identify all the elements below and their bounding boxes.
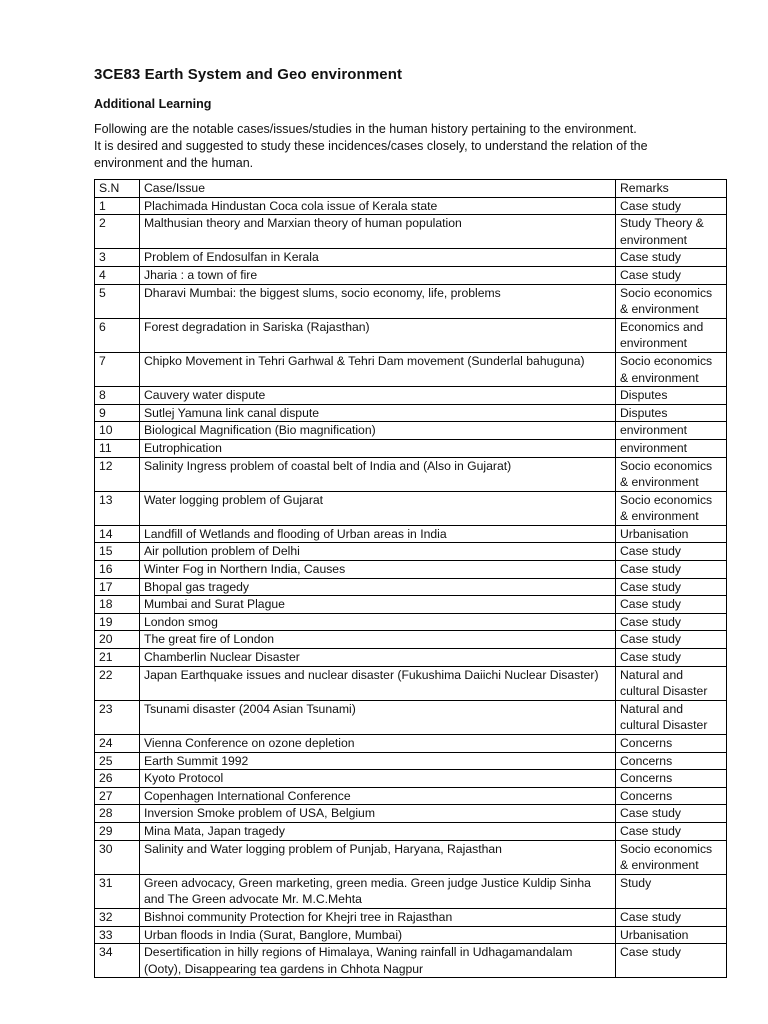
cell-sn: 19 [95,613,140,631]
cell-sn: 20 [95,631,140,649]
cell-case: Landfill of Wetlands and flooding of Urban areas in India [140,525,616,543]
cell-sn: 11 [95,439,140,457]
cell-case: Air pollution problem of Delhi [140,543,616,561]
cell-case: Chamberlin Nuclear Disaster [140,649,616,667]
cell-remarks: Case study [616,613,727,631]
table-row [95,249,727,267]
table-row [95,266,727,284]
table-row [95,752,727,770]
cell-sn: 5 [95,284,140,318]
cell-remarks: environment [616,422,727,440]
table-row [95,561,727,579]
cell-sn: 31 [95,874,140,908]
cell-remarks: Case study [616,266,727,284]
cell-case: Urban floods in India (Surat, Banglore, Mumbai) [140,926,616,944]
cell-sn: 10 [95,422,140,440]
table-body [95,197,727,978]
cell-sn: 28 [95,805,140,823]
cell-sn: 25 [95,752,140,770]
table-row [95,197,727,215]
document-page [94,66,726,978]
cell-case: Tsunami disaster (2004 Asian Tsunami) [140,700,616,734]
table-row [95,840,727,874]
table-row [95,735,727,753]
cell-sn: 21 [95,649,140,667]
cell-remarks: Case study [616,596,727,614]
cell-case: Chipko Movement in Tehri Garhwal & Tehri Dam movement (Sunderlal bahuguna) [140,352,616,386]
cell-remarks: Study Theory & environment [616,215,727,249]
cell-remarks: Natural and cultural Disaster [616,700,727,734]
cell-remarks: Case study [616,944,727,978]
table-row [95,822,727,840]
cell-sn: 12 [95,457,140,491]
cell-remarks: Case study [616,649,727,667]
cell-remarks: Disputes [616,387,727,405]
cell-sn: 8 [95,387,140,405]
table-row [95,649,727,667]
table-row [95,387,727,405]
cell-remarks: Urbanisation [616,926,727,944]
cell-case: Plachimada Hindustan Coca cola issue of Kerala state [140,197,616,215]
cell-remarks: Concerns [616,752,727,770]
table-row [95,926,727,944]
cell-remarks: Economics and environment [616,318,727,352]
cell-sn: 23 [95,700,140,734]
cell-sn: 16 [95,561,140,579]
cell-sn: 3 [95,249,140,267]
cell-remarks: Case study [616,805,727,823]
table-row [95,666,727,700]
table-row [95,631,727,649]
cell-remarks: Socio economics & environment [616,840,727,874]
cell-case: Sutlej Yamuna link canal dispute [140,404,616,422]
cell-remarks: Urbanisation [616,525,727,543]
cell-case: Problem of Endosulfan in Kerala [140,249,616,267]
cell-case: Cauvery water dispute [140,387,616,405]
cell-sn: 18 [95,596,140,614]
intro-line: environment and the human. [94,156,254,170]
cell-remarks: Concerns [616,787,727,805]
cell-sn: 22 [95,666,140,700]
cell-sn: 17 [95,578,140,596]
cell-sn: 24 [95,735,140,753]
cell-remarks: Case study [616,578,727,596]
cell-case: Eutrophication [140,439,616,457]
cell-remarks: environment [616,439,727,457]
document-title: 3CE83 Earth System and Geo environment [94,66,403,83]
table-row [95,439,727,457]
table-row [95,944,727,978]
table-row [95,787,727,805]
table-row [95,770,727,788]
cell-remarks: Case study [616,543,727,561]
section-heading: Additional Learning [94,97,212,111]
cell-remarks: Concerns [616,735,727,753]
table-row [95,318,727,352]
cell-case: Japan Earthquake issues and nuclear disaster (Fukushima Daiichi Nuclear Disaster) [140,666,616,700]
cell-case: Mumbai and Surat Plague [140,596,616,614]
cell-sn: 14 [95,525,140,543]
cell-case: Winter Fog in Northern India, Causes [140,561,616,579]
cell-case: Vienna Conference on ozone depletion [140,735,616,753]
table-row [95,805,727,823]
cell-case: Bhopal gas tragedy [140,578,616,596]
table-row [95,457,727,491]
cell-sn: 33 [95,926,140,944]
cell-case: Earth Summit 1992 [140,752,616,770]
cell-case: Salinity and Water logging problem of Punjab, Haryana, Rajasthan [140,840,616,874]
cell-case: Forest degradation in Sariska (Rajasthan) [140,318,616,352]
cell-case: Biological Magnification (Bio magnification) [140,422,616,440]
cell-case: Dharavi Mumbai: the biggest slums, socio economy, life, problems [140,284,616,318]
cell-case: Jharia : a town of fire [140,266,616,284]
table-row [95,908,727,926]
cell-sn: 34 [95,944,140,978]
table-row [95,874,727,908]
table-row [95,284,727,318]
cell-case: Mina Mata, Japan tragedy [140,822,616,840]
table-row [95,525,727,543]
cell-remarks: Socio economics & environment [616,284,727,318]
table-row [95,491,727,525]
table-row [95,422,727,440]
cell-remarks: Study [616,874,727,908]
table-row [95,215,727,249]
cell-sn: 4 [95,266,140,284]
cell-sn: 7 [95,352,140,386]
table-row [95,543,727,561]
cell-remarks: Disputes [616,404,727,422]
cell-remarks: Case study [616,822,727,840]
cell-remarks: Socio economics & environment [616,352,727,386]
table-row [95,352,727,386]
table-row [95,578,727,596]
cell-remarks: Case study [616,249,727,267]
table-row [95,613,727,631]
intro-paragraph [94,121,726,172]
cell-remarks: Case study [616,561,727,579]
cell-remarks: Case study [616,631,727,649]
cell-sn: 26 [95,770,140,788]
cell-case: London smog [140,613,616,631]
header-case: Case/Issue [140,180,616,198]
cell-sn: 29 [95,822,140,840]
cell-case: Bishnoi community Protection for Khejri tree in Rajasthan [140,908,616,926]
cell-sn: 9 [95,404,140,422]
cell-sn: 15 [95,543,140,561]
cell-case: Green advocacy, Green marketing, green media. Green judge Justice Kuldip Sinha and The Green advocate Mr. M.C.Mehta [140,874,616,908]
cell-sn: 27 [95,787,140,805]
cell-sn: 30 [95,840,140,874]
cases-table [94,179,727,978]
header-sn: S.N [95,180,140,198]
cell-remarks: Case study [616,197,727,215]
cell-case: Water logging problem of Gujarat [140,491,616,525]
cell-sn: 1 [95,197,140,215]
table-row [95,700,727,734]
cell-case: Kyoto Protocol [140,770,616,788]
cell-remarks: Concerns [616,770,727,788]
cell-case: Inversion Smoke problem of USA, Belgium [140,805,616,823]
cell-case: Salinity Ingress problem of coastal belt of India and (Also in Gujarat) [140,457,616,491]
cell-remarks: Socio economics & environment [616,457,727,491]
cell-case: Copenhagen International Conference [140,787,616,805]
cell-remarks: Socio economics & environment [616,491,727,525]
table-row [95,596,727,614]
table-row [95,404,727,422]
cell-sn: 2 [95,215,140,249]
cell-case: The great fire of London [140,631,616,649]
cell-sn: 13 [95,491,140,525]
cell-sn: 6 [95,318,140,352]
cell-remarks: Case study [616,908,727,926]
cell-case: Desertification in hilly regions of Himalaya, Waning rainfall in Udhagamandalam (Ooty), Disappearing tea gardens in Chhota Nagpur [140,944,616,978]
cell-sn: 32 [95,908,140,926]
cell-case: Malthusian theory and Marxian theory of human population [140,215,616,249]
intro-line: It is desired and suggested to study these incidences/cases closely, to understand the relation of the [94,139,648,153]
table-header-row [95,180,727,198]
header-remarks: Remarks [616,180,727,198]
intro-line: Following are the notable cases/issues/studies in the human history pertaining to the environment. [94,122,637,136]
cell-remarks: Natural and cultural Disaster [616,666,727,700]
